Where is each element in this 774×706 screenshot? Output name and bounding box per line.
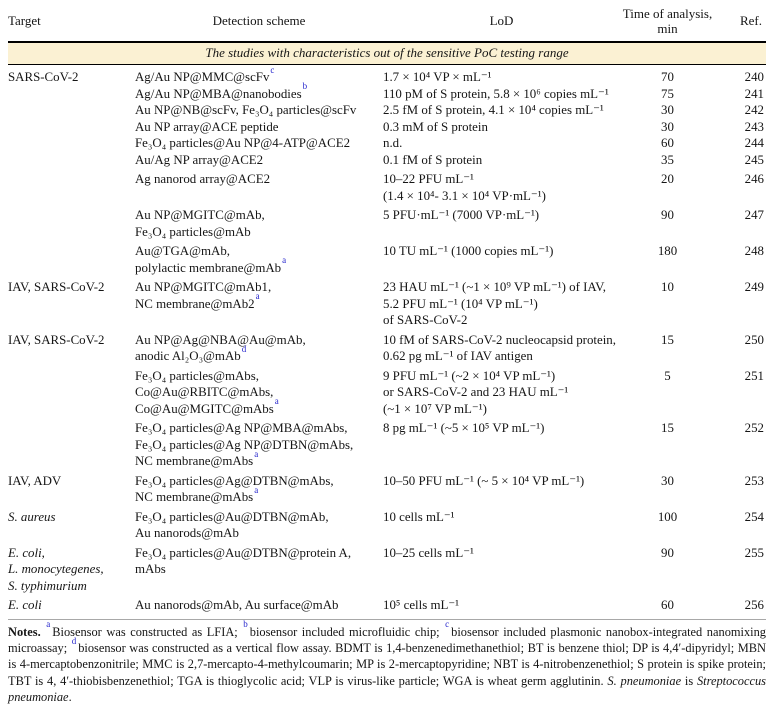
cell-line: mAbs [135,562,166,576]
ref-cell: 244 [744,136,764,150]
ref-cell: 249 [744,280,764,294]
cell-line: (~1 × 10⁷ VP mL⁻¹) [383,401,487,416]
cell-line: or SARS-CoV-2 and 23 HAU mL⁻¹ [383,385,569,399]
cell-line: NC membrane@mAbs$^a$ [135,448,259,468]
cell-line: Ag/Au NP@MMC@scFv$^c$ [135,64,275,84]
notes-text: Biosensor was constructed as LFIA; [52,624,243,639]
time-cell: 90 [661,545,674,560]
time-cell: 15 [661,332,674,347]
cell-line: 1.7 × 10⁴ VP × mL⁻¹ [383,70,492,84]
table-row [8,64,766,86]
cell-line: L. monocytegenes, [8,562,104,576]
lod-cell [383,86,620,103]
cell-line: 10 cells mL⁻¹ [383,509,455,524]
detection-cell [135,368,383,418]
table-row [8,152,766,169]
cell-line: NC membrane@mAb2$^a$ [135,291,260,311]
detection-cell [135,119,383,136]
cell-line: IAV, SARS-CoV-2 [8,280,105,294]
time-cell: 10 [661,280,674,294]
target-cell [8,102,135,119]
lod-cell [383,332,620,365]
table-row [8,279,766,329]
cell-line: Fe₃O₄ particles@Ag NP@DTBN@mAbs, [135,437,354,452]
table-row [8,119,766,136]
time-cell: 30 [661,119,674,134]
cell-line: Fe₃O₄ particles@mAb [135,224,251,239]
cell-line: Fe₃O₄ particles@Au@DTBN@mAb, [135,509,329,524]
footnote-marker: c [445,619,450,630]
cell-line: 5 PFU·mL⁻¹ (7000 VP·mL⁻¹) [383,208,540,222]
cell-line: Au@TGA@mAb, [135,244,230,258]
ref-cell: 256 [744,598,764,612]
detection-cell [135,473,383,506]
lod-cell [383,545,620,595]
cell-line: 110 pM of S protein, 5.8 × 10⁶ copies mL⁻¹ [383,86,609,101]
cell-line: S. typhimurium [8,578,87,593]
detection-cell [135,545,383,595]
ref-cell: 250 [744,332,764,347]
time-cell: 100 [657,509,678,524]
detection-cell [135,332,383,365]
cell-line: Co@Au@RBITC@mAbs, [135,385,274,399]
lod-cell [383,597,620,614]
footnote-marker: a [46,619,51,630]
detection-cell [135,64,383,86]
target-cell [8,171,135,204]
target-cell [8,473,135,506]
footnote-marker: b [302,81,308,92]
cell-line: S. aureus [8,509,56,524]
notes-text: is [681,673,697,688]
footnote-marker: a [254,448,259,459]
cell-line: Fe₃O₄ particles@mAbs, [135,368,259,383]
ref-cell: 248 [744,244,764,258]
target-cell [8,279,135,329]
cell-line: 10 fM of SARS-CoV-2 nucleocapsid protein, [383,332,616,347]
time-cell: 30 [661,103,674,117]
detection-cell [135,207,383,240]
target-cell [8,69,135,86]
cell-line: 23 HAU mL⁻¹ (~1 × 10⁹ VP mL⁻¹) of IAV, [383,280,606,294]
cell-line: 10 TU mL⁻¹ (1000 copies mL⁻¹) [383,244,554,258]
cell-line: 9 PFU mL⁻¹ (~2 × 10⁴ VP mL⁻¹) [383,368,556,383]
table-row [8,509,766,542]
ref-cell: 251 [744,368,764,383]
target-cell [8,332,135,365]
cell-line: anodic Al₂O₃@mAb$^d$ [135,343,247,363]
target-cell [8,119,135,136]
cell-line: polylactic membrane@mAb$^a$ [135,255,287,275]
target-cell [8,243,135,276]
target-cell [8,545,135,595]
table-row [8,420,766,470]
cell-line: Fe₃O₄ particles@Ag@DTBN@mAbs, [135,473,334,488]
ref-cell: 252 [744,421,764,435]
table-row [8,243,766,276]
cell-line: IAV, SARS-CoV-2 [8,332,105,347]
notes-text: biosensor was constructed as a vertical flow assay. BDMT is 1,4-benzenedimethanethiol; BT is benzene thiol; DP is 4,4′-dipyridyl; MBN is 4-mercaptobenzonitrile; MMC is 2,7-mercapto-4-methylcoumarin; MP is 2-mercaptopyridine; NBT is 4-nitrobenzenethiol; S protein is spike protein; TBT is 4, 4′-thiobisbenzenethiol; TGA is thioglycolic acid; VLP is virus-like particle; WGA is wheat germ agglutinin. [8,640,766,688]
time-cell: 30 [661,473,674,488]
time-cell: 5 [664,368,671,383]
footnote-marker: d [241,343,247,354]
cell-line: Au NP@NB@scFv, Fe₃O₄ particles@scFv [135,103,357,117]
species-name: Streptococcus pneumoniae [8,673,766,705]
cell-line: Ag nanorod array@ACE2 [135,172,271,186]
cell-line: Fe₃O₄ particles@Au NP@4-ATP@ACE2 [135,136,351,150]
ref-cell: 246 [744,172,764,186]
cell-line: Au NP@Ag@NBA@Au@mAb, [135,332,306,347]
detection-cell [135,171,383,204]
footnote-marker: a [274,396,279,407]
time-cell: 20 [661,172,674,186]
target-cell [8,509,135,542]
table-row [8,332,766,365]
notes-text: biosensor included microfluidic chip; [249,624,445,639]
target-cell [8,597,135,614]
cell-line: of SARS-CoV-2 [383,313,468,327]
ref-cell: 247 [744,208,764,222]
target-cell [8,368,135,418]
table-row [8,207,766,240]
table-body [8,65,766,620]
cell-line: Au NP@MGITC@mAb1, [135,280,272,294]
footnote-marker: b [243,619,248,630]
footnote-marker: c [270,64,275,75]
cell-line: Fe₃O₄ particles@Au@DTBN@protein A, [135,545,352,560]
detection-cell [135,152,383,169]
ref-cell: 255 [744,545,764,560]
cell-line: Au nanorods@mAb [135,526,239,540]
lod-cell [383,368,620,418]
lod-cell [383,171,620,204]
time-cell: 75 [661,86,674,101]
cell-line: Ag/Au NP@MBA@nanobodies$^b$ [135,81,308,101]
ref-cell: 240 [744,70,764,84]
species-name: S. pneumoniae [607,673,682,688]
notes-text: . [68,690,72,705]
cell-line: SARS-CoV-2 [8,70,79,84]
header-time [620,6,715,36]
table-row [8,171,766,204]
time-cell: 70 [661,70,674,84]
cell-line: n.d. [383,136,403,150]
detection-cell [135,279,383,329]
cell-line: 10–22 PFU mL⁻¹ [383,172,474,186]
time-cell: 60 [661,136,674,150]
lod-cell [383,102,620,119]
time-cell: 90 [661,208,674,222]
ref-cell: 242 [744,103,764,117]
lod-cell [383,152,620,169]
notes-label: Notes. [8,624,46,639]
target-cell [8,207,135,240]
notes-text: biosensor included plasmonic nanobox-integrated nanomixing microassay; [8,624,767,655]
table-row [8,135,766,152]
footnote-marker: a [282,255,287,266]
table-row [8,102,766,119]
notes-block [8,620,766,706]
footnote-marker: a [254,484,259,495]
header-ref: Ref. [739,13,762,28]
cell-line: Au nanorods@mAb, Au surface@mAb [135,598,339,612]
lod-cell [383,509,620,542]
cell-line: E. coli [8,598,42,612]
target-cell [8,152,135,169]
detection-cell [135,420,383,470]
table-row [8,545,766,595]
ref-cell: 254 [744,509,764,524]
footnote-marker: d [71,635,77,646]
cell-line: 8 pg mL⁻¹ (~5 × 10⁵ VP mL⁻¹) [383,421,545,435]
ref-cell: 241 [744,86,764,101]
cell-line: 10–50 PFU mL⁻¹ (~ 5 × 10⁴ VP mL⁻¹) [383,473,585,488]
lod-cell [383,69,620,86]
table-row [8,597,766,614]
cell-line: 0.1 fM of S protein [383,152,483,167]
cell-line: Fe₃O₄ particles@Ag NP@MBA@mAbs, [135,421,348,435]
ref-cell: 243 [744,119,764,134]
cell-line: 0.62 pg mL⁻¹ of IAV antigen [383,349,533,363]
cell-line: 10–25 cells mL⁻¹ [383,545,474,560]
target-cell [8,86,135,103]
cell-line: Au NP@MGITC@mAb, [135,208,265,222]
cell-line: Co@Au@MGITC@mAbs$^a$ [135,396,279,416]
cell-line: 0.3 mM of S protein [383,119,488,134]
header-target: Target [8,13,41,28]
time-cell: 35 [661,152,674,167]
cell-line: 2.5 fM of S protein, 4.1 × 10⁴ copies mL⁻¹ [383,103,604,117]
cell-line: NC membrane@mAbs$^a$ [135,484,259,504]
lod-cell [383,207,620,240]
lod-cell [383,473,620,506]
lod-cell [383,243,620,276]
ref-cell: 253 [744,473,764,488]
time-cell: 60 [661,598,674,612]
time-cell: 15 [661,421,674,435]
footnote-marker: a [255,291,260,302]
header-detection: Detection scheme [212,13,306,28]
table-row [8,368,766,418]
table-row [8,473,766,506]
detection-cell [135,102,383,119]
cell-line: IAV, ADV [8,473,62,488]
cell-line: E. coli, [8,545,45,560]
detection-cell [135,81,383,103]
detection-cell [135,135,383,152]
header-time-text: Time of analysis, min [622,6,713,36]
cell-line: 10⁵ cells mL⁻¹ [383,598,460,612]
lod-cell [383,119,620,136]
cell-line: Au NP array@ACE peptide [135,119,279,134]
lod-cell [383,279,620,329]
cell-line: Au/Ag NP array@ACE2 [135,152,264,167]
cell-line: 5.2 PFU mL⁻¹ (10⁴ VP mL⁻¹) [383,296,538,311]
lod-cell [383,135,620,152]
detection-cell [135,597,383,614]
lod-cell [383,420,620,470]
header-lod: LoD [489,13,514,28]
detection-cell [135,243,383,276]
table-row [8,81,766,103]
cell-line: (1.4 × 10⁴- 3.1 × 10⁴ VP·mL⁻¹) [383,188,546,203]
section-banner: The studies with characteristics out of the sensitive PoC testing range [8,43,766,65]
time-cell: 180 [657,244,678,258]
detection-cell [135,509,383,542]
target-cell [8,420,135,470]
target-cell [8,135,135,152]
table-header-row [8,6,766,43]
ref-cell: 245 [744,152,764,167]
